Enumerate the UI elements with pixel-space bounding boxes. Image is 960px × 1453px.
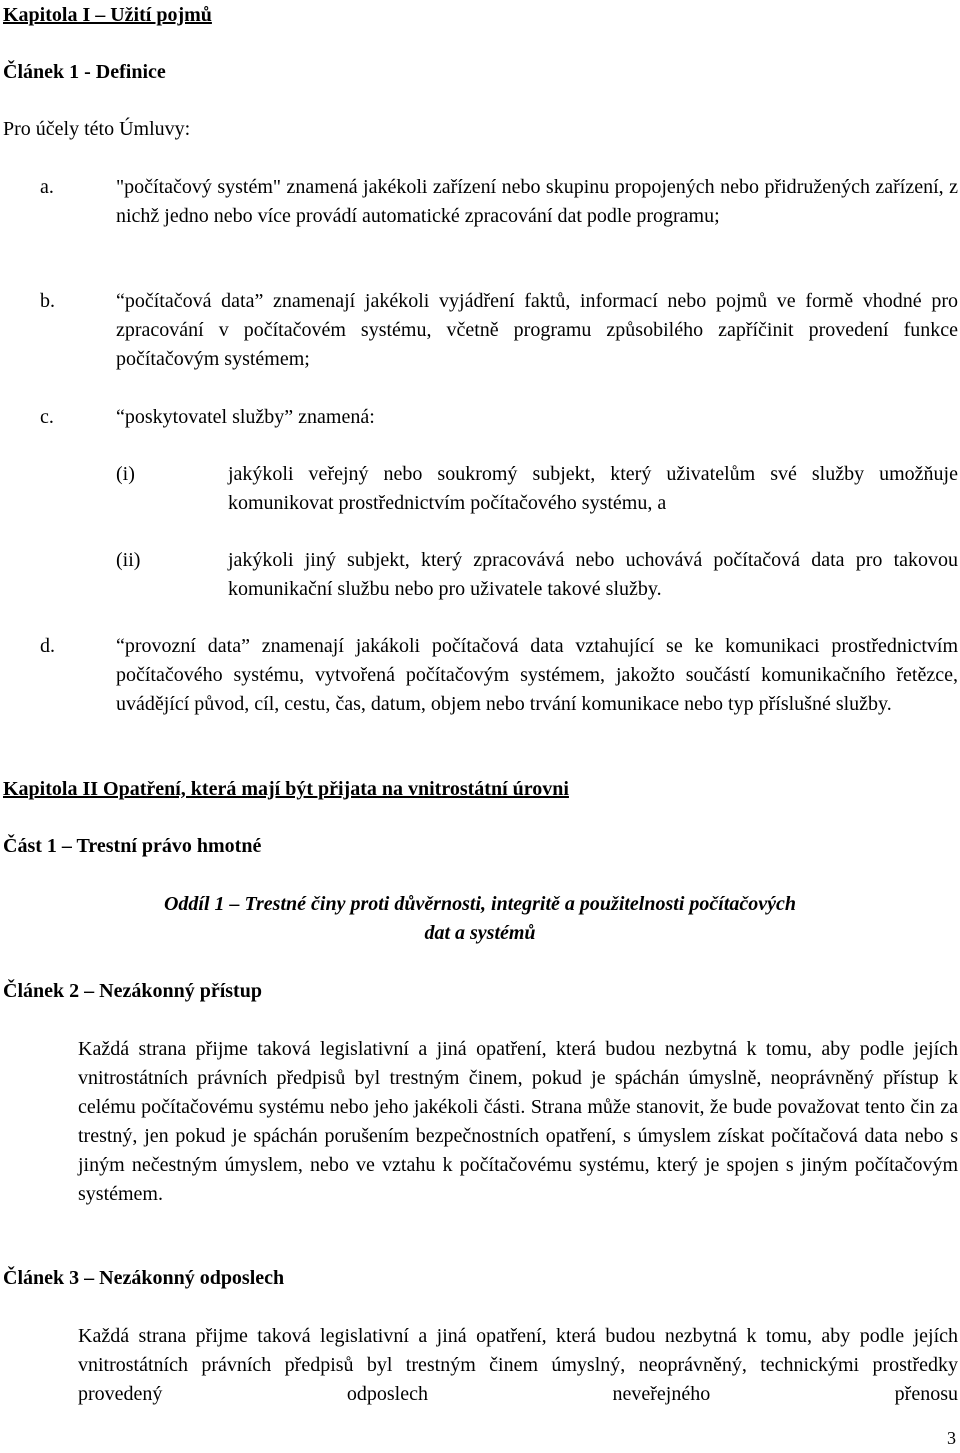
- article-2-heading: Článek 2 – Nezákonný přístup: [3, 980, 262, 1002]
- definition-computer-system: "počítačový systém" znamená jakékoli zařízení nebo skupinu propojených nebo přidružených zařízení, z nichž jedno nebo více provádí automatické zpracování dat podle programu;: [116, 176, 958, 227]
- list-marker-a: a.: [40, 176, 54, 198]
- service-provider-item-ii: jakýkoli jiný subjekt, který zpracovává nebo uchovává počítačová data pro takovou komunikační službu nebo pro uživatele takové služby.: [228, 549, 958, 600]
- intro-text: Pro účely této Úmluvy:: [3, 118, 191, 140]
- list-marker-c: c.: [40, 406, 54, 428]
- list-marker-b: b.: [40, 290, 55, 312]
- section-1-title: Oddíl 1 – Trestné činy proti důvěrnosti, integritě a použitelnosti počítačových dat a systémů: [163, 893, 797, 944]
- article-1-heading: Článek 1 - Definice: [3, 61, 166, 83]
- chapter-1-title: Kapitola I – Užití pojmů: [3, 4, 212, 26]
- sublist-marker-ii: (ii): [116, 549, 141, 571]
- part-1-heading: Část 1 – Trestní právo hmotné: [3, 835, 262, 857]
- sublist-marker-i: (i): [116, 463, 135, 485]
- definition-computer-data: “počítačová data” znamenají jakékoli vyjádření faktů, informací nebo pojmů ve formě vhodné pro zpracování v počítačovém systému, včetně programu způsobilého zapříčinit provedení funkce počítačovým systémem;: [116, 290, 958, 370]
- list-marker-d: d.: [40, 635, 55, 657]
- definition-service-provider: “poskytovatel služby” znamená:: [116, 406, 375, 428]
- chapter-2-title: Kapitola II Opatření, která mají být přijata na vnitrostátní úrovni: [3, 778, 569, 800]
- definition-traffic-data: “provozní data” znamenají jakákoli počítačová data vztahující se ke komunikaci prostřednictvím počítačového systému, vytvořená počítačovým systémem, jakožto součástí komunikačního řetězce, uvádějící původ, cíl, cestu, čas, datum, objem nebo trvání komunikace nebo typ příslušné služby.: [116, 635, 958, 715]
- service-provider-item-i: jakýkoli veřejný nebo soukromý subjekt, který uživatelům své služby umožňuje komunikovat prostřednictvím počítačového systému, a: [228, 463, 958, 514]
- article-3-text: Každá strana přijme taková legislativní a jiná opatření, která budou nezbytná k tomu, aby podle jejích vnitrostátních právních předpisů byl trestným činem úmyslný, neoprávněný, technickými prostředky provedený odposlech neveřejného přenosu: [78, 1325, 958, 1405]
- article-3-heading: Článek 3 – Nezákonný odposlech: [3, 1267, 285, 1289]
- page-number: 3: [947, 1428, 956, 1448]
- article-2-text: Každá strana přijme taková legislativní a jiná opatření, která budou nezbytná k tomu, aby podle jejích vnitrostátních právních předpisů byl trestným činem, pokud je spáchán úmyslně, neoprávněný přístup k celému počítačovému systému nebo jeho jakékoli části. Strana může stanovit, že bude považovat tento čin za trestný, jen pokud je spáchán porušením bezpečnostních opatření, s úmyslem získat počítačová data nebo s jiným nečestným úmyslem, nebo ve vztahu k počítačovému systému, který je spojen s jiným počítačovým systémem.: [78, 1038, 958, 1205]
